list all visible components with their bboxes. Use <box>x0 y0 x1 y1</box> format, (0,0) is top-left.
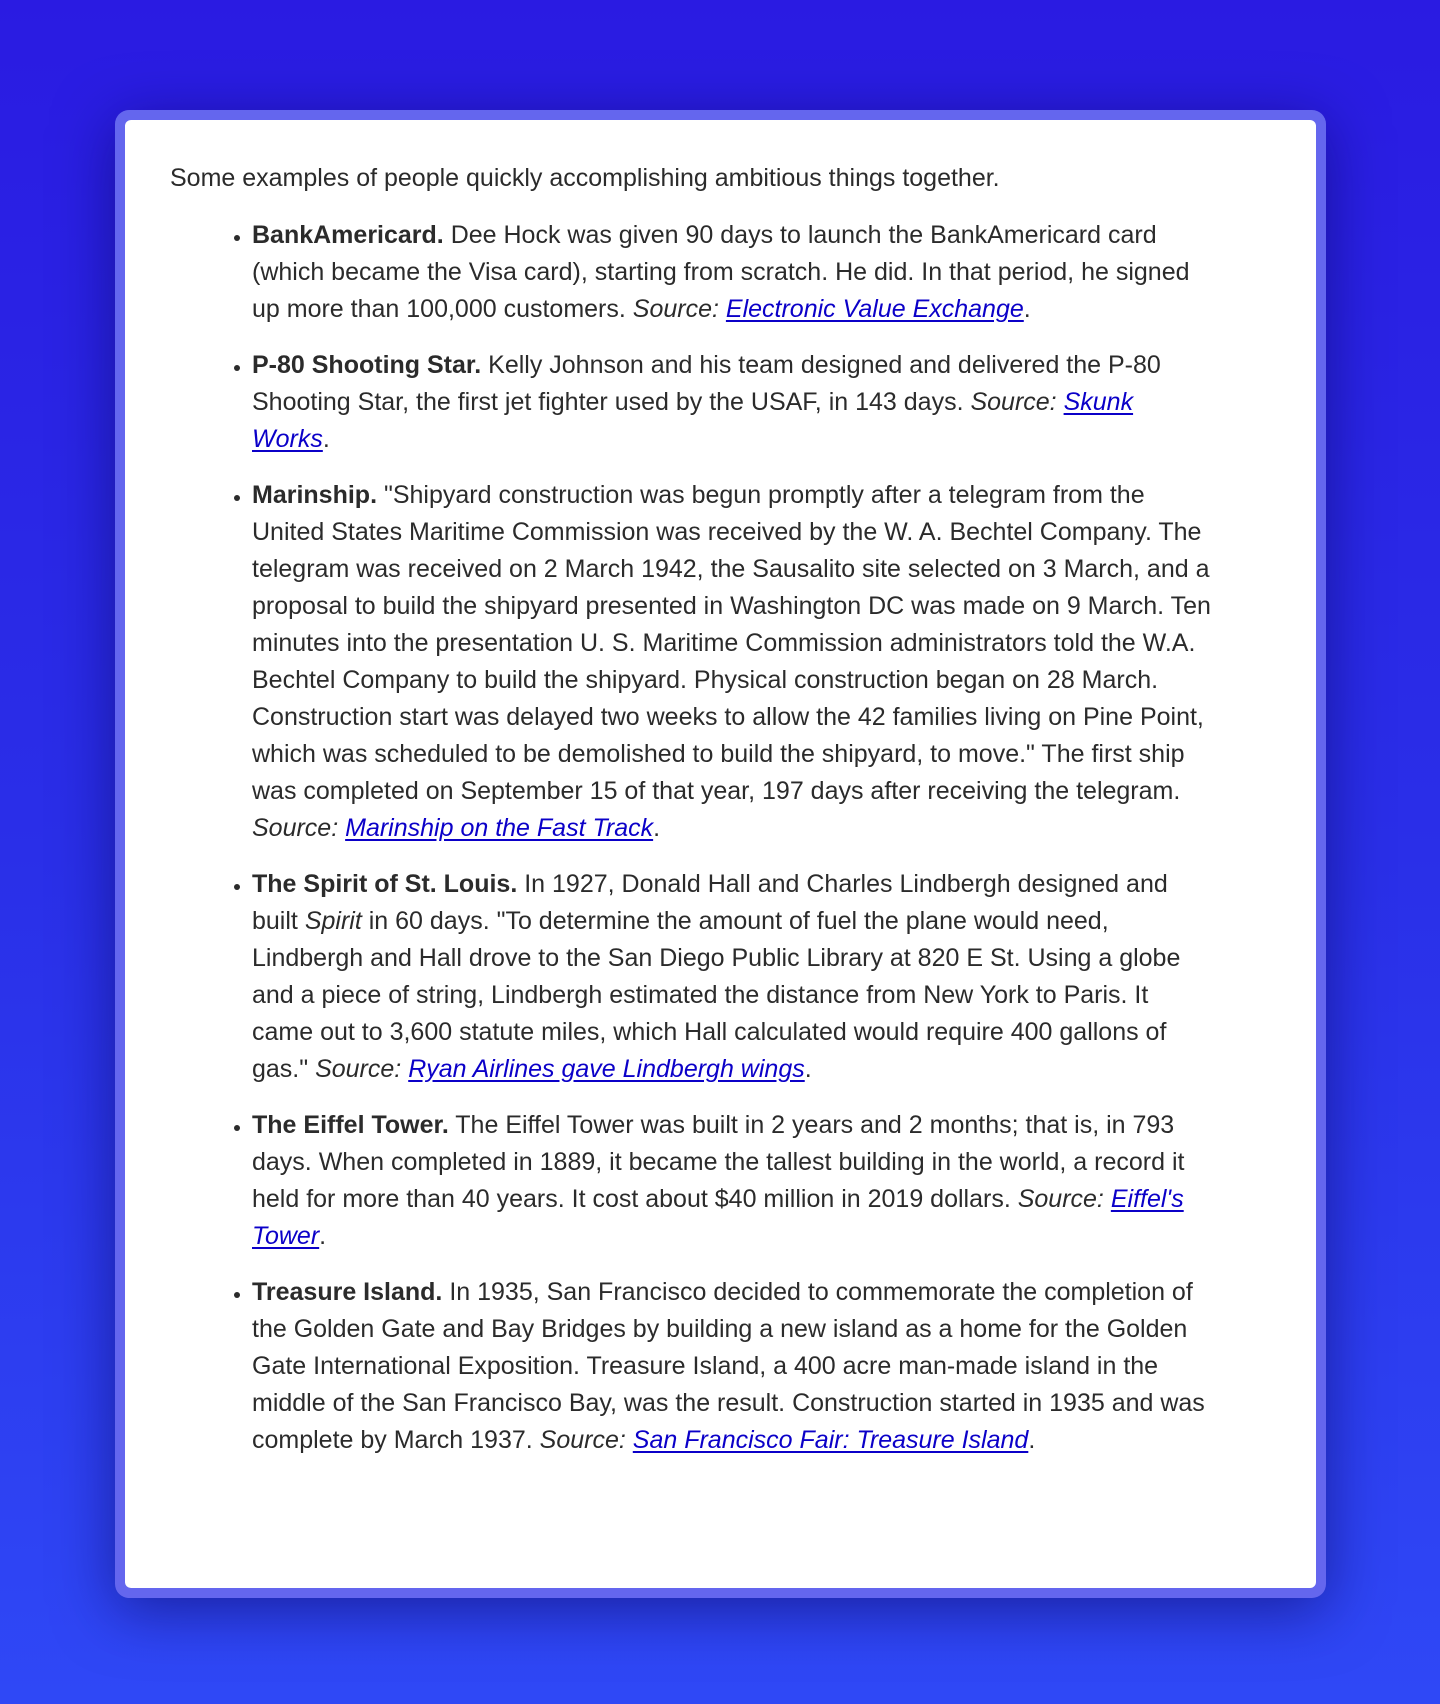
list-item-spirit-of-st-louis <box>252 866 1271 1088</box>
source-label: Source: <box>970 388 1057 416</box>
item-text: Kelly Johnson and his team designed and delivered the P-80 Shooting Star, the first jet fighter used by the USAF, in 143 days. <box>252 351 1161 416</box>
item-title: Marinship. <box>252 481 378 509</box>
item-text: The Eiffel Tower was built in 2 years and 2 months; that is, in 793 days. When completed in 1889, it became the tallest building in the world, a record it held for more than 40 years. It cost about $40 million in 2019 dollars. <box>252 1111 1185 1213</box>
card-frame <box>115 110 1326 1598</box>
list-item-bankamericard <box>252 217 1271 328</box>
item-title: The Eiffel Tower. <box>252 1111 449 1139</box>
item-text: in 60 days. "To determine the amount of fuel the plane would need, Lindbergh and Hall drove to the San Diego Public Library at 820 E St. Using a globe and a piece of string, Lindbergh estimated the distance from New York to Paris. It came out to 3,600 statute miles, which Hall calculated would require 400 gallons of gas." <box>252 907 1181 1083</box>
item-end: . <box>322 425 330 453</box>
source-link-ryan-airlines[interactable]: Ryan Airlines gave Lindbergh wings <box>408 1055 805 1083</box>
item-end: . <box>319 1222 327 1250</box>
item-end: . <box>1023 295 1031 323</box>
intro-text: Some examples of people quickly accomplishing ambitious things together. <box>170 164 1000 192</box>
item-end: . <box>1028 1426 1036 1454</box>
source-label: Source: <box>252 814 339 842</box>
item-end: . <box>653 814 661 842</box>
list-item-eiffel-tower <box>252 1107 1271 1255</box>
item-text: "Shipyard construction was begun promptly after a telegram from the United States Maritime Commission was received by the W. A. Bechtel Company. The telegram was received on 2 March 1942, the Sausalito site selected on 3 March, and a proposal to build the shipyard presented in Washington DC was made on 9 March. Ten minutes into the presentation U. S. Maritime Commission administrators told the W.A. Bechtel Company to build the shipyard. Physical construction began on 28 March. Construction start was delayed two weeks to allow the 42 families living on Pine Point, which was scheduled to be demolished to build the shipyard, to move." The first ship was completed on September 15 of that year, 197 days after receiving the telegram. <box>252 481 1211 805</box>
list-item-treasure-island <box>252 1274 1271 1459</box>
source-link-eiffels-tower[interactable]: Eiffel's Tower <box>252 1185 1184 1250</box>
item-title: Treasure Island. <box>252 1278 443 1306</box>
content-card <box>125 120 1316 1588</box>
examples-list <box>170 217 1271 1459</box>
item-title: The Spirit of St. Louis. <box>252 870 518 898</box>
source-label: Source: <box>539 1426 626 1454</box>
item-italic-text: Spirit <box>304 907 362 935</box>
item-text: Dee Hock was given 90 days to launch the BankAmericard card (which became the Visa card), starting from scratch. He did. In that period, he signed up more than 100,000 customers. <box>252 221 1190 323</box>
item-title: BankAmericard. <box>252 221 444 249</box>
source-label: Source: <box>632 295 719 323</box>
source-link-marinship-fast-track[interactable]: Marinship on the Fast Track <box>345 814 654 842</box>
source-link-electronic-value-exchange[interactable]: Electronic Value Exchange <box>725 295 1024 323</box>
item-text: In 1935, San Francisco decided to commemorate the completion of the Golden Gate and Bay Bridges by building a new island as a home for the Golden Gate International Exposition. Treasure Island, a 400 acre man-made island in the middle of the San Francisco Bay, was the result. Construction started in 1935 and was complete by March 1937. <box>252 1278 1205 1454</box>
item-end: . <box>804 1055 812 1083</box>
list-item-p80-shooting-star <box>252 347 1271 458</box>
source-link-sf-fair-treasure-island[interactable]: San Francisco Fair: Treasure Island <box>632 1426 1029 1454</box>
list-item-marinship <box>252 477 1271 847</box>
item-title: P-80 Shooting Star. <box>252 351 482 379</box>
source-link-skunk-works[interactable]: Skunk Works <box>252 388 1134 453</box>
source-label: Source: <box>315 1055 402 1083</box>
source-label: Source: <box>1017 1185 1104 1213</box>
item-text: In 1927, Donald Hall and Charles Lindbergh designed and built <box>252 870 1168 935</box>
